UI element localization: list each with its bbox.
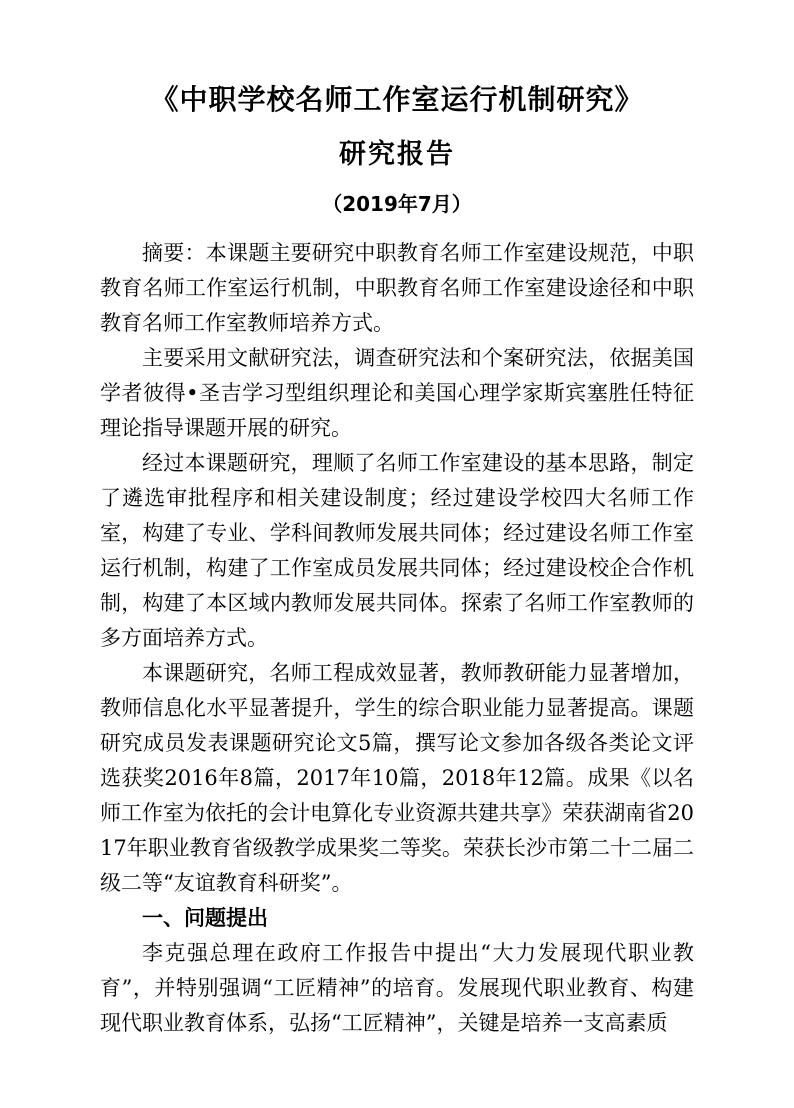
abstract-paragraphs [100, 236, 694, 901]
document-subtitle: 研究报告 [339, 139, 455, 170]
section-heading: 一、问题提出 [142, 906, 268, 930]
abstract-paragraph: 经过本课题研究，理顺了名师工作室建设的基本思路，制定了遴选审批程序和相关建设制度；经过建设学校四大名师工作室，构建了专业、学科间教师发展共同体；经过建设名师工作室运行机制，构建了工作室成员发展共同体；经过建设校企合作机制，构建了本区域内教师发展共同体。探索了名师工作室教师的多方面培养方式。 [100, 451, 694, 650]
document-body [100, 236, 694, 1041]
document-title: 《中职学校名师工作室运行机制研究》 [150, 83, 644, 116]
abstract-paragraph: 摘要：本课题主要研究中职教育名师工作室建设规范，中职教育名师工作室运行机制，中职教育名师工作室建设途径和中职教育名师工作室教师培养方式。 [100, 241, 694, 335]
abstract-paragraph: 本课题研究，名师工程成效显著，教师教研能力显著增加，教师信息化水平显著提升，学生的综合职业能力显著提高。课题研究成员发表课题研究论文5篇，撰写论文参加各级各类论文评选获奖2016年8篇，2017年10篇，2018年12篇。成果《以名师工作室为依托的会计电算化专业资源共建共享》荣获湖南省2017年职业教育省级教学成果奖二等奖。荣获长沙市第二十二届二级二等“友谊教育科研奖”。 [100, 661, 694, 895]
document-date: （2019年7月） [322, 192, 472, 216]
section-paragraphs [100, 936, 694, 1041]
abstract-paragraph: 主要采用文献研究法，调查研究法和个案研究法，依据美国学者彼得•圣吉学习型组织理论和美国心理学家斯宾塞胜任特征理论指导课题开展的研究。 [100, 346, 694, 440]
section-paragraph: 李克强总理在政府工作报告中提出“大力发展现代职业教育”，并特别强调“工匠精神”的培育。发展现代职业教育、构建现代职业教育体系，弘扬“工匠精神”，关键是培养一支高素质 [100, 941, 694, 1035]
